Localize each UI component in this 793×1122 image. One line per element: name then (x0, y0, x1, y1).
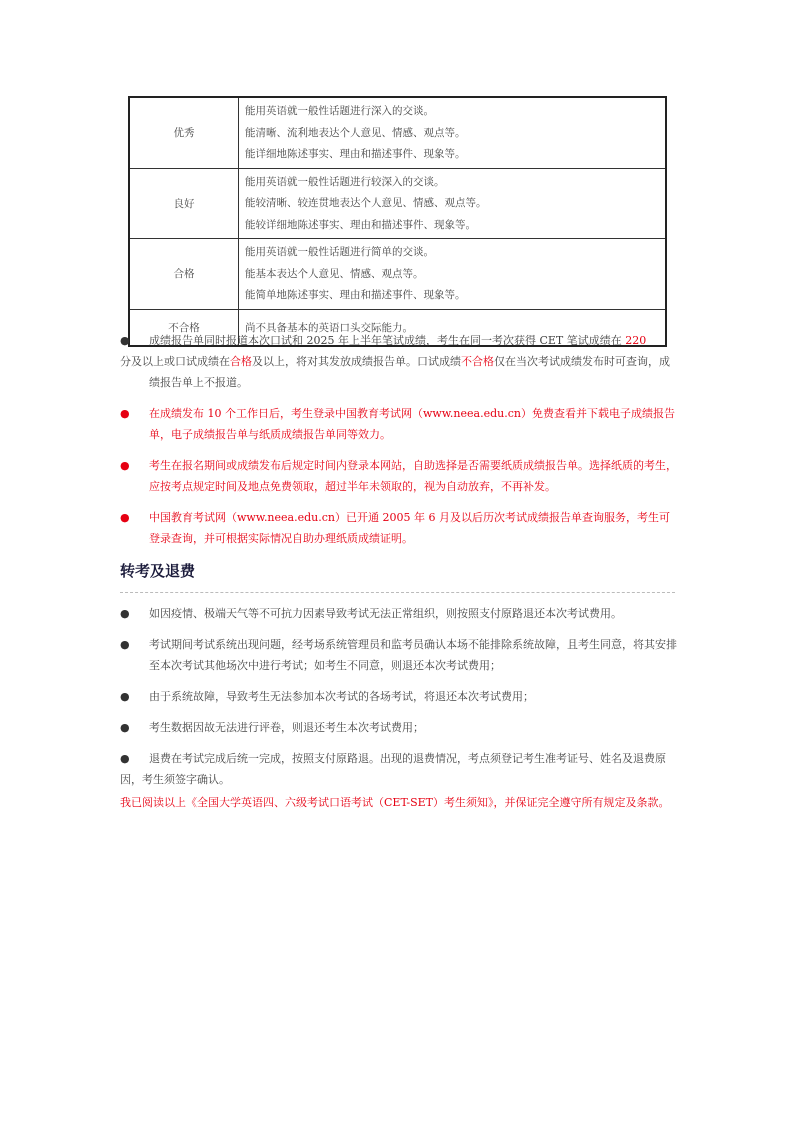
section-divider (120, 592, 675, 593)
rule-text: 由于系统故障，导致考生无法参加本次考试的各场考试，将退还本次考试费用； (149, 690, 534, 703)
description-line: 能较详细地陈述事实、理由和描述事件、现象等。 (245, 218, 476, 231)
bullet-icon: ● (120, 721, 130, 734)
bullet-icon: ● (120, 459, 130, 472)
table-row (129, 97, 666, 168)
description-line: 能简单地陈述事实、理由和描述事件、现象等。 (245, 289, 466, 301)
note-text: 成绩报告单同时报道本次口试和 2025 年上半年笔试成绩，考生在同一考次获得 CET 笔试成绩在 220 分及以上或口试成绩在合格及以上，将对其发放成绩报告单。口试成绩不合格仅在当次考试成绩发布时可查询，成绩报告单上不报道。 (120, 334, 670, 389)
list-item (120, 403, 680, 445)
grade-description (239, 168, 667, 239)
list-item (120, 717, 680, 738)
list-item (120, 455, 680, 497)
note-text: 中国教育考试网（www.neea.edu.cn）已开通 2005 年 6 月及以后历次考试成绩报告单查询服务，考生可登录查询，并可根据实际情况自助办理纸质成绩证明。 (149, 511, 670, 545)
grade-description (239, 97, 667, 168)
description-line: 能用英语就一般性话题进行深入的交谈。 (245, 105, 434, 117)
description-line: 能较清晰、较连贯地表达个人意见、情感、观点等。 (245, 197, 487, 209)
table-row (129, 239, 666, 310)
note-text: 在成绩发布 10 个工作日后，考生登录中国教育考试网（www.neea.edu.cn）免费查看并下载电子成绩报告单，电子成绩报告单与纸质成绩报告单同等效力。 (149, 407, 675, 441)
grade-label: 良好 (129, 168, 239, 239)
bullet-icon: ● (120, 638, 130, 651)
bullet-icon: ● (120, 407, 130, 420)
grade-standards-table (128, 96, 667, 347)
grade-description (239, 239, 667, 310)
list-item (120, 686, 680, 707)
refund-rules (120, 603, 680, 790)
grade-label: 不合格 (129, 309, 239, 346)
description-line: 尚不具备基本的英语口头交际能力。 (245, 321, 413, 334)
list-item (120, 748, 680, 790)
agreement-statement: 我已阅读以上《全国大学英语四、六级考试口语考试（CET-SET）考生须知》，并保证完全遵守所有规定及条款。 (120, 796, 670, 809)
bullet-icon: ● (120, 334, 130, 347)
grade-label: 合格 (129, 239, 239, 310)
list-item (120, 603, 680, 624)
rule-text: 如因疫情、极端天气等不可抗力因素导致考试无法正常组织，则按照支付原路退还本次考试费用。 (149, 607, 622, 620)
grade-label: 优秀 (129, 97, 239, 168)
list-item (120, 330, 680, 393)
score-report-notes (120, 330, 680, 549)
bullet-icon: ● (120, 511, 130, 524)
list-item (120, 507, 680, 549)
description-line: 能用英语就一般性话题进行较深入的交谈。 (245, 175, 445, 188)
bullet-icon: ● (120, 752, 130, 765)
section-title: 转考及退费 (120, 562, 196, 580)
description-line: 能基本表达个人意见、情感、观点等。 (245, 267, 424, 280)
rule-text: 退费在考试完成后统一完成，按照支付原路退。出现的退费情况，考点须登记考生准考证号、姓名及退费原因，考生须签字确认。 (120, 752, 666, 786)
table-row (129, 168, 666, 239)
rule-text: 考试期间考试系统出现问题，经考场系统管理员和监考员确认本场不能排除系统故障，且考生同意，将其安排至本次考试其他场次中进行考试；如考生不同意，则退还本次考试费用； (149, 638, 677, 672)
note-text: 考生在报名期间或成绩发布后规定时间内登录本网站，自助选择是否需要纸质成绩报告单。选择纸质的考生，应按考点规定时间及地点免费领取，超过半年未领取的，视为自动放弃，不再补发。 (149, 459, 677, 493)
description-line: 能清晰、流利地表达个人意见、情感、观点等。 (245, 126, 466, 139)
list-item (120, 634, 680, 676)
rule-text: 考生数据因故无法进行评卷，则退还考生本次考试费用； (149, 721, 424, 734)
description-line: 能用英语就一般性话题进行简单的交谈。 (245, 246, 434, 258)
bullet-icon: ● (120, 607, 130, 620)
description-line: 能详细地陈述事实、理由和描述事件、现象等。 (245, 148, 466, 160)
bullet-icon: ● (120, 690, 130, 703)
